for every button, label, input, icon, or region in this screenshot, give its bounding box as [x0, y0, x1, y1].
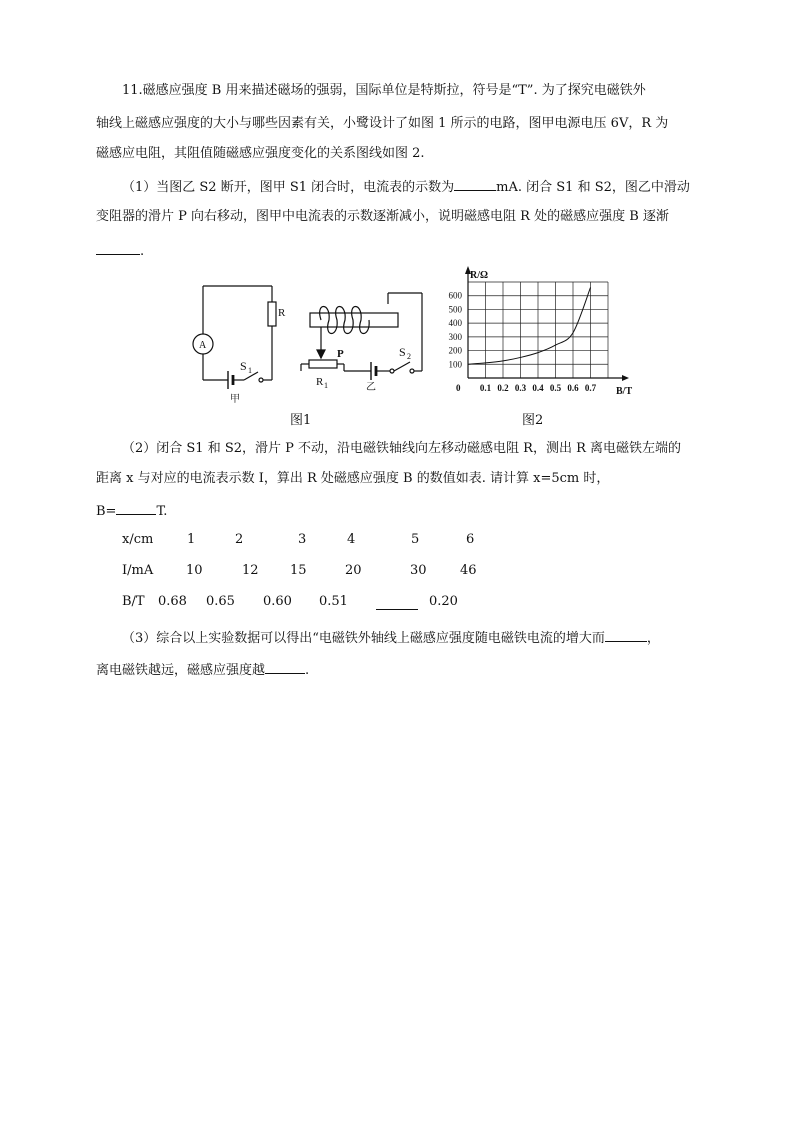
- x-tick-label: 0.6: [567, 383, 579, 393]
- answer-blank-b[interactable]: [116, 500, 156, 515]
- table-cell: 5: [411, 532, 420, 547]
- label-R: R: [278, 307, 286, 319]
- part2-line-2: 距离 x 与对应的电流表示数 I，算出 R 处磁感应强度 B 的数值如表. 请计算 x=5cm 时，: [96, 471, 610, 486]
- part2-line-1: （2）闭合 S1 和 S2，滑片 P 不动，沿电磁铁轴线向左移动磁感电阻 R，测出 R 离电磁铁左端的: [122, 441, 682, 456]
- table-cell: 30: [410, 563, 427, 578]
- problem-line-1: 11.磁感应强度 B 用来描述磁场的强弱，国际单位是特斯拉，符号是“T”. 为了探究电磁铁外: [122, 83, 646, 98]
- table-cell: 20: [345, 563, 362, 578]
- answer-blank-table[interactable]: [376, 594, 418, 610]
- x-tick-label: 0.7: [584, 383, 597, 393]
- part3-line-1: [122, 627, 660, 648]
- x-tick-label: 0.4: [532, 383, 544, 393]
- y-tick-label: 200: [448, 345, 462, 356]
- label-P: P: [337, 348, 344, 360]
- electromagnet-core: [310, 313, 398, 327]
- table-cell: 3: [298, 532, 307, 547]
- b-prefix: B=: [96, 504, 117, 519]
- figure1-circuit: [186, 276, 436, 406]
- y-tick-label: 600: [448, 290, 462, 301]
- y-axis-label: R/Ω: [470, 270, 489, 281]
- figure1-caption: 图1: [290, 413, 312, 428]
- part3-comma: ，: [646, 631, 660, 646]
- table-cell: 0.60: [263, 594, 292, 609]
- label-S1-sub: 1: [248, 366, 252, 375]
- table-cell: 0.65: [206, 594, 235, 609]
- part3-text-a: （3）综合以上实验数据可以得出“电磁铁外轴线上磁感应强度随电磁铁电流的增大而: [122, 631, 605, 646]
- figure2-graph: [436, 262, 646, 404]
- part3-text-c: 离电磁铁越远，磁感应强度越: [96, 663, 266, 678]
- label-S2-sub: 2: [407, 352, 411, 361]
- table-cell: 4: [347, 532, 356, 547]
- part1-text-a: （1）当图乙 S2 断开，图甲 S1 闭合时，电流表的示数为: [122, 180, 455, 195]
- part3-line-2: [96, 659, 309, 680]
- x-tick-label: 0.2: [497, 383, 509, 393]
- slider-P: [317, 350, 325, 358]
- x-tick-label: 0.1: [479, 383, 492, 393]
- x-axis-label: B/T: [616, 386, 633, 397]
- part1-line-3: [96, 240, 144, 261]
- label-S1: S: [240, 359, 247, 373]
- y-tick-label: 500: [448, 304, 462, 315]
- part3-period: .: [305, 663, 310, 678]
- table-cell: 1: [187, 532, 196, 547]
- table-header-x: x/cm: [122, 532, 154, 547]
- part1-text-b: mA. 闭合 S1 和 S2，图乙中滑动: [496, 180, 690, 195]
- r-b-curve: [468, 287, 591, 364]
- part1-period: .: [140, 244, 145, 259]
- answer-blank-increase[interactable]: [605, 627, 647, 642]
- table-cell: 15: [290, 563, 307, 578]
- table-cell: 6: [466, 532, 475, 547]
- table-cell: 0.68: [158, 594, 187, 609]
- rheostat-R1: [309, 360, 337, 368]
- answer-blank-distance[interactable]: [265, 659, 305, 674]
- label-R1-sub: 1: [324, 381, 328, 390]
- figure2-caption: 图2: [522, 413, 544, 428]
- label-R1: R: [316, 376, 324, 388]
- table-cell: 0.20: [429, 594, 458, 609]
- y-tick-label: 100: [448, 359, 462, 370]
- part1-line-2: 变阻器的滑片 P 向右移动，图甲中电流表的示数逐渐减小，说明磁感电阻 R 处的磁感应强度 B 逐渐: [96, 209, 669, 224]
- table-cell: 12: [242, 563, 259, 578]
- problem-line-3: 磁感应电阻，其阻值随磁感应强度变化的关系图线如图 2.: [96, 146, 425, 161]
- y-tick-label: 300: [448, 331, 462, 342]
- table-cell: 0.51: [319, 594, 348, 609]
- answer-blank-current[interactable]: [454, 176, 496, 191]
- x-tick-label: 0.3: [514, 383, 527, 393]
- resistor-R: [268, 302, 276, 326]
- label-jia: 甲: [230, 394, 240, 405]
- label-yi: 乙: [366, 382, 376, 393]
- table-cell: 2: [235, 532, 244, 547]
- answer-blank-trend[interactable]: [96, 240, 140, 255]
- part1-line-1: [122, 176, 690, 197]
- graph-axes: [468, 270, 624, 378]
- y-tick-label: 400: [448, 318, 462, 329]
- ammeter-label: A: [199, 340, 207, 351]
- table-cell: 46: [460, 563, 477, 578]
- label-S2: S: [399, 345, 406, 359]
- part2-line-3: [96, 500, 167, 521]
- table-header-b: B/T: [122, 594, 145, 609]
- origin-label: 0: [456, 383, 461, 393]
- x-axis-arrow: [622, 375, 629, 381]
- table-cell: 10: [186, 563, 203, 578]
- problem-line-2: 轴线上磁感应强度的大小与哪些因素有关，小鹭设计了如图 1 所示的电路，图甲电源电压 6V，R 为: [96, 116, 669, 131]
- b-suffix: T.: [156, 504, 168, 519]
- switch-S2: [394, 362, 410, 371]
- x-tick-label: 0.5: [549, 383, 562, 393]
- table-header-i: I/mA: [122, 563, 154, 578]
